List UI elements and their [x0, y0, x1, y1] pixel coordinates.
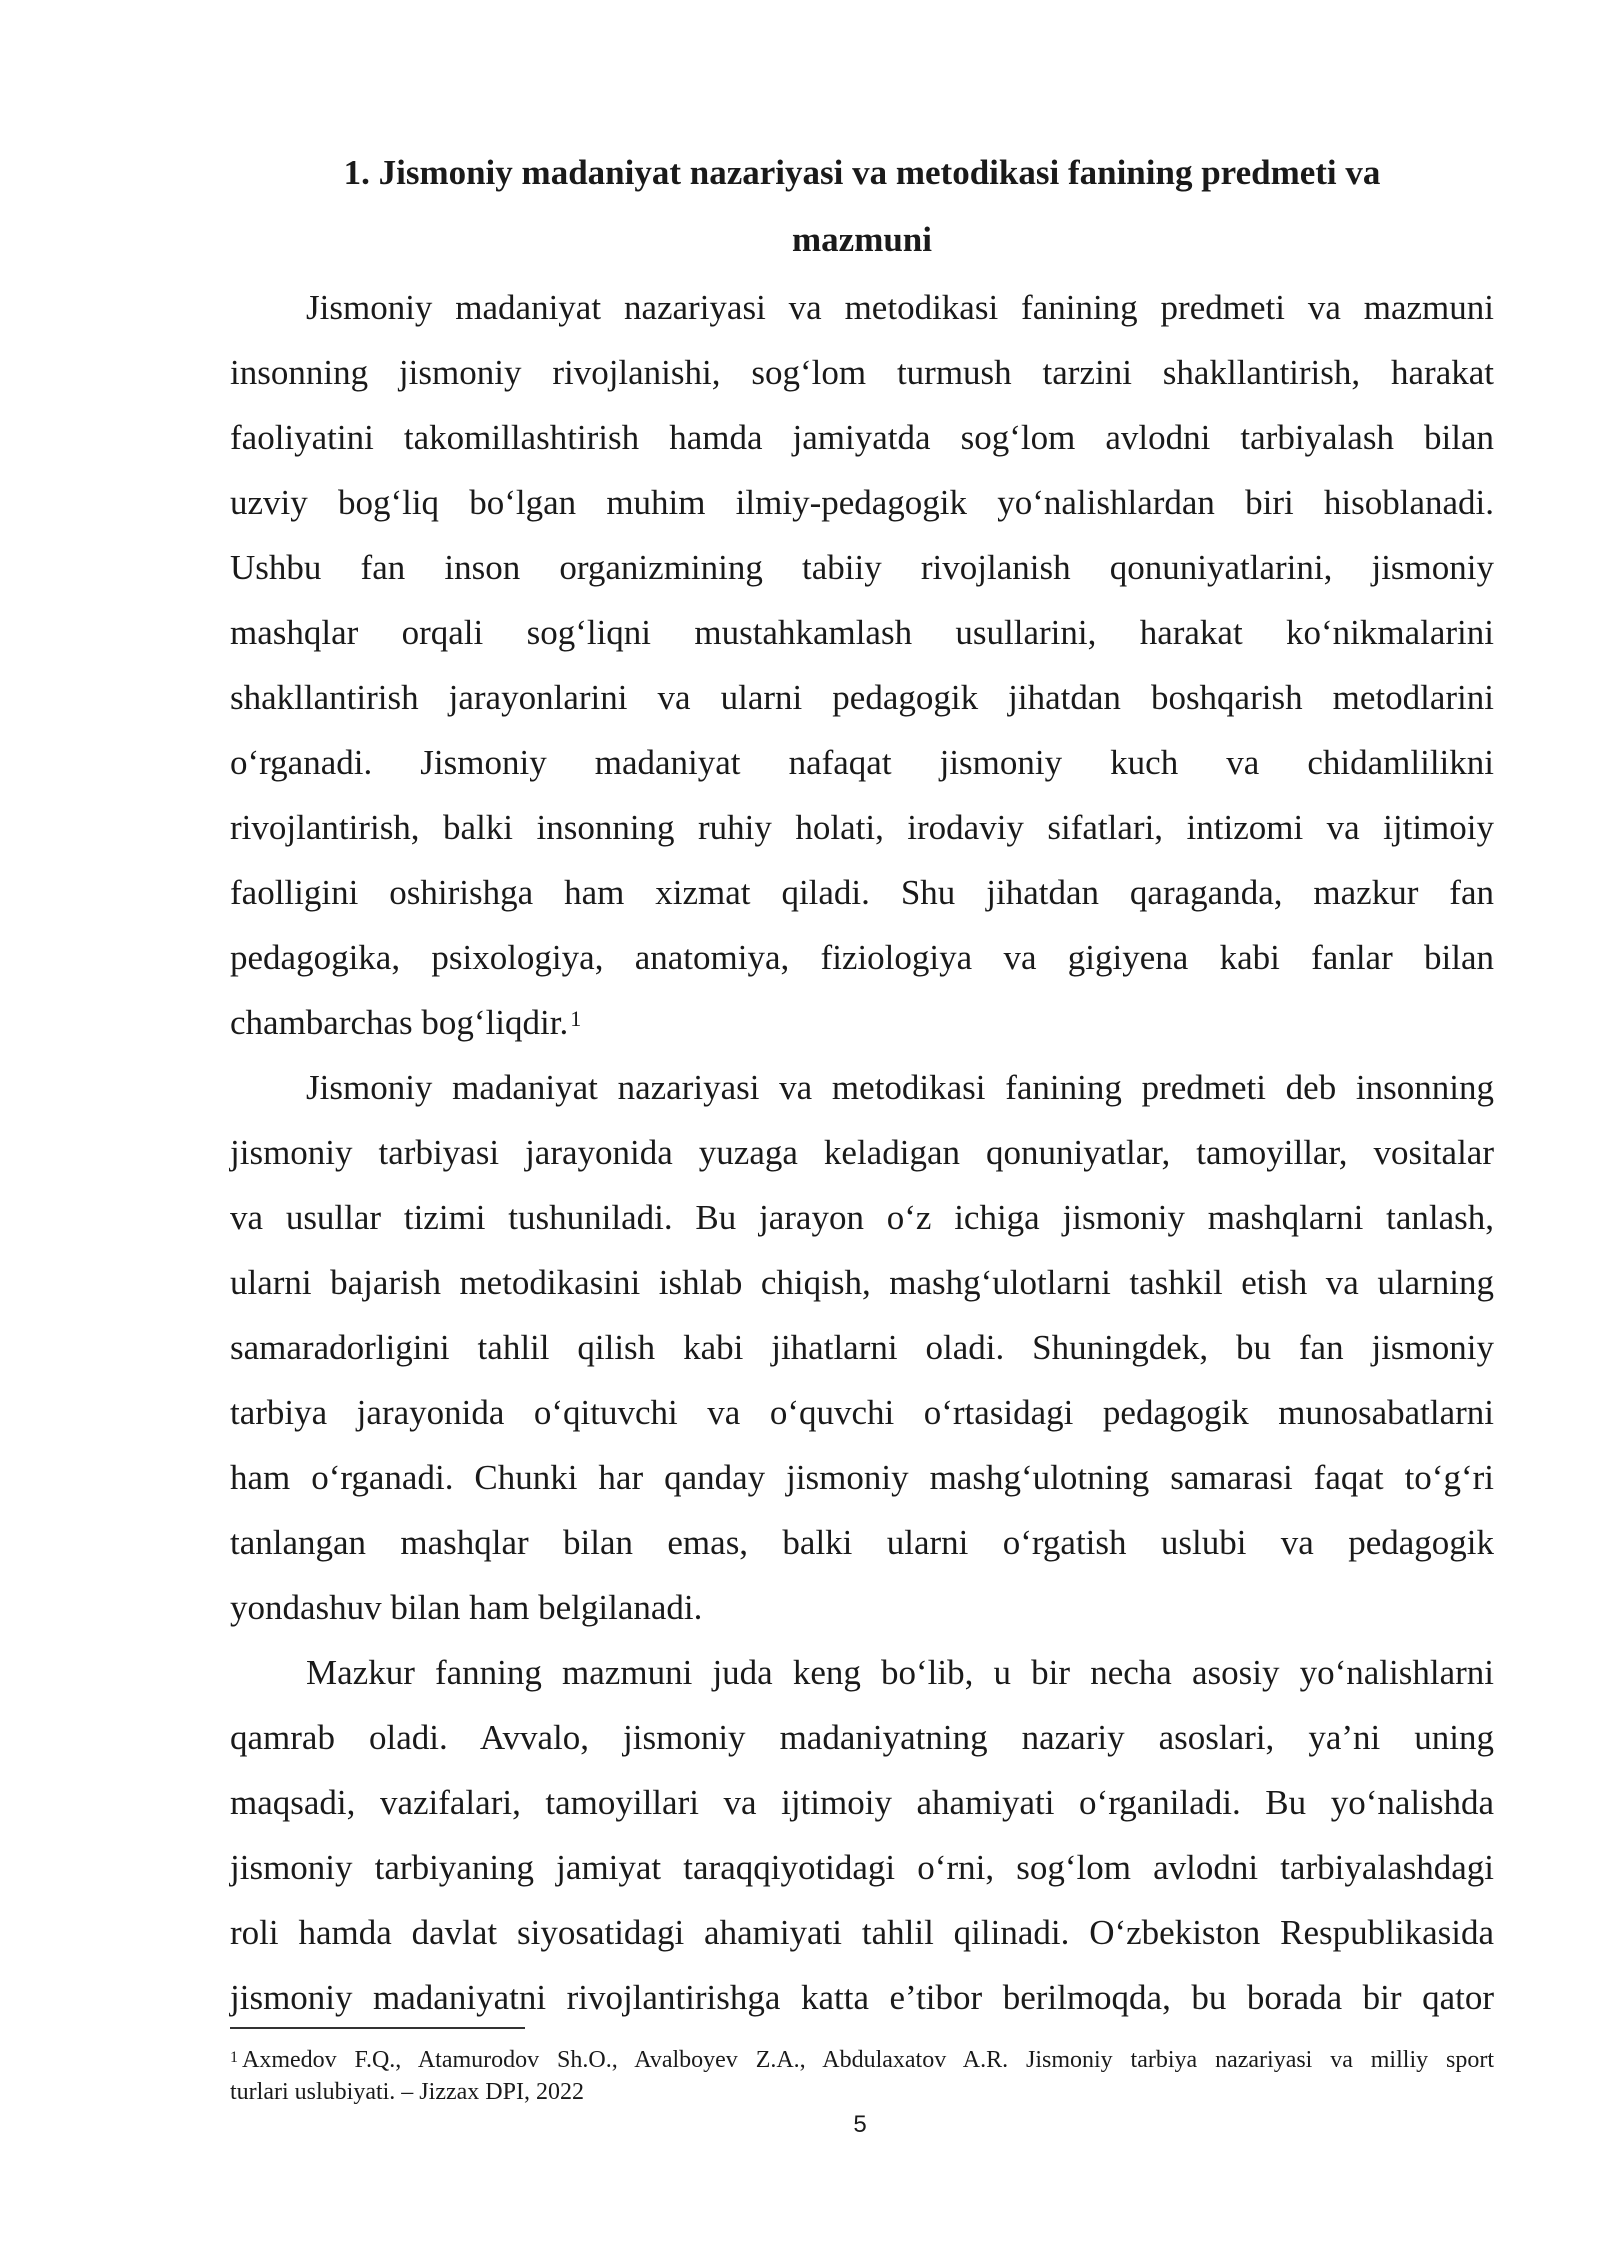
body-line: uzviy bog‘liq bo‘lgan muhim ilmiy-pedagogik yo‘nalishlardan biri hisoblanadi.	[230, 483, 1494, 522]
body-line: jismoniy madaniyatni rivojlantirishga katta e’tibor berilmoqda, bu borada bir qator	[230, 1978, 1494, 2017]
body-line: insonning jismoniy rivojlanishi, sog‘lom turmush tarzini shakllantirish, harakat	[230, 353, 1494, 392]
body-line: roli hamda davlat siyosatidagi ahamiyati tahlil qilinadi. O‘zbekiston Respublikasida	[230, 1913, 1494, 1952]
body-line: Jismoniy madaniyat nazariyasi va metodikasi fanining predmeti deb insonning	[306, 1068, 1494, 1107]
body-line: shakllantirish jarayonlarini va ularni pedagogik jihatdan boshqarish metodlarini	[230, 678, 1494, 717]
body-line: faolligini oshirishga ham xizmat qiladi. Shu jihatdan qaraganda, mazkur fan	[230, 873, 1494, 912]
body-line: Jismoniy madaniyat nazariyasi va metodikasi fanining predmeti va mazmuni	[306, 288, 1494, 327]
body-line: tarbiya jarayonida o‘qituvchi va o‘quvchi o‘rtasidagi pedagogik munosabatlarni	[230, 1393, 1494, 1432]
body-line: faoliyatini takomillashtirish hamda jamiyatda sog‘lom avlodni tarbiyalash bilan	[230, 418, 1494, 457]
footnote-text: Axmedov F.Q., Atamurodov Sh.O., Avalboyev Z.A., Abdulaxatov A.R. Jismoniy tarbiya nazariyasi va milliy sport	[242, 2047, 1494, 2073]
footnote-line-1	[230, 2045, 1494, 2075]
body-line: jismoniy tarbiyasi jarayonida yuzaga keladigan qonuniyatlar, tamoyillar, vositalar	[230, 1133, 1494, 1172]
body-line-text: chambarchas bog‘liqdir.	[230, 1003, 569, 1042]
footnote-separator	[230, 2027, 525, 2029]
body-line: mashqlar orqali sog‘liqni mustahkamlash usullarini, harakat ko‘nikmalarini	[230, 613, 1494, 652]
body-line-last	[230, 1001, 1494, 1045]
footnote-line-2: turlari uslubiyati. – Jizzax DPI, 2022	[230, 2079, 584, 2105]
body-line: ularni bajarish metodikasini ishlab chiqish, mashg‘ulotlarni tashkil etish va ularning	[230, 1263, 1494, 1302]
body-line: tanlangan mashqlar bilan emas, balki ularni o‘rgatish uslubi va pedagogik	[230, 1523, 1494, 1562]
body-line: yondashuv bilan ham belgilanadi.	[230, 1588, 703, 1627]
footnote-number: 1	[230, 2049, 238, 2066]
section-heading-line-1: 1. Jismoniy madaniyat nazariyasi va metodikasi fanining predmeti va	[343, 153, 1381, 192]
body-line: samaradorligini tahlil qilish kabi jihatlarni oladi. Shuningdek, bu fan jismoniy	[230, 1328, 1494, 1367]
body-line: o‘rganadi. Jismoniy madaniyat nafaqat jismoniy kuch va chidamlilikni	[230, 743, 1494, 782]
body-line: Mazkur fanning mazmuni juda keng bo‘lib, u bir necha asosiy yo‘nalishlarni	[306, 1653, 1494, 1692]
body-line: Ushbu fan inson organizmining tabiiy rivojlanish qonuniyatlarini, jismoniy	[230, 548, 1494, 587]
body-line: jismoniy tarbiyaning jamiyat taraqqiyotidagi o‘rni, sog‘lom avlodni tarbiyalashdagi	[230, 1848, 1494, 1887]
body-line: pedagogika, psixologiya, anatomiya, fiziologiya va gigiyena kabi fanlar bilan	[230, 938, 1494, 977]
section-heading-line-2: mazmuni	[792, 220, 932, 259]
footnote-reference[interactable]: 1	[570, 1006, 582, 1031]
body-line: rivojlantirish, balki insonning ruhiy holati, irodaviy sifatlari, intizomi va ijtimoiy	[230, 808, 1494, 847]
body-line: ham o‘rganadi. Chunki har qanday jismoniy mashg‘ulotning samarasi faqat to‘g‘ri	[230, 1458, 1494, 1497]
body-line: maqsadi, vazifalari, tamoyillari va ijtimoiy ahamiyati o‘rganiladi. Bu yo‘nalishda	[230, 1783, 1494, 1822]
body-line: qamrab oladi. Avvalo, jismoniy madaniyatning nazariy asoslari, ya’ni uning	[230, 1718, 1494, 1757]
page-number: 5	[853, 2111, 867, 2138]
body-line: va usullar tizimi tushuniladi. Bu jarayon o‘z ichiga jismoniy mashqlarni tanlash,	[230, 1198, 1494, 1237]
